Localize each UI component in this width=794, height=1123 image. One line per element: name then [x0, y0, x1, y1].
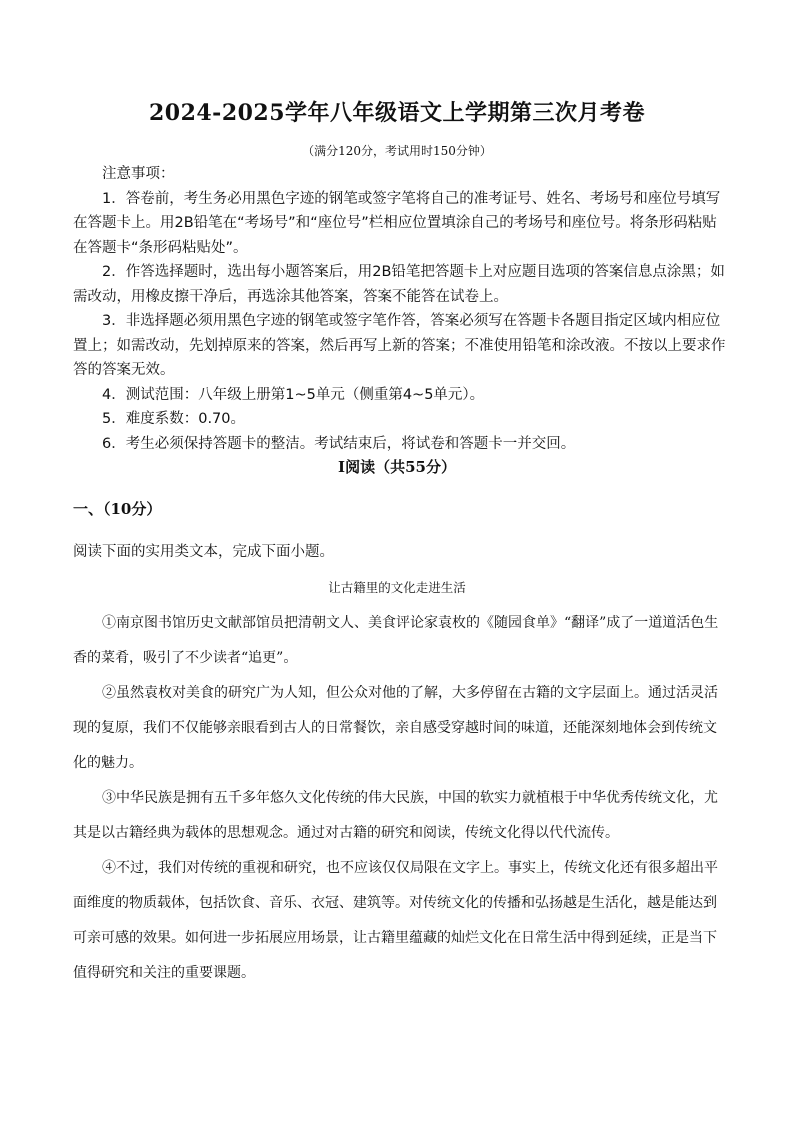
article-paragraph-2: ②虽然袁枚对美食的研究广为人知，但公众对他的了解，大多停留在古籍的文字层面上。通过活灵活现的复原，我们不仅能够亲眼看到古人的日常餐饮，亲自感受穿越时间的味道，还能深刻地体会到传统文化的魅力。: [73, 685, 718, 771]
section-title: Ⅰ阅读（共55分）: [338, 458, 456, 476]
notes-heading: 注意事项：: [102, 166, 175, 182]
exam-subtitle: （满分120分，考试用时150分钟）: [302, 144, 492, 158]
article-body: [73, 606, 723, 991]
notes-item-1: 1．答卷前，考生务必用黑色字迹的钢笔或签字笔将自己的准考证号、姓名、考场号和座位号填写在答题卡上。用2B铅笔在“考场号”和“座位号”栏相应位置填涂自己的考场号和座位号。将条形码粘贴在答题卡“条形码粘贴处”。: [73, 190, 721, 256]
notes-item-2: 2．作答选择题时，选出每小题答案后，用2B铅笔把答题卡上对应题目选项的答案信息点涂黑；如需改动，用橡皮擦干净后，再选涂其他答案，答案不能答在试卷上。: [73, 264, 725, 305]
article-paragraph-3: ③中华民族是拥有五千多年悠久文化传统的伟大民族，中国的软实力就植根于中华优秀传统文化，尤其是以古籍经典为载体的思想观念。通过对古籍的研究和阅读，传统文化得以代代流传。: [73, 790, 718, 841]
article-title: 让古籍里的文化走进生活: [328, 580, 466, 595]
notes-item-6: 6．考生必须保持答题卡的整洁。考试结束后，将试卷和答题卡一并交回。: [102, 435, 576, 452]
exam-title: 2024-2025学年八年级语文上学期第三次月考卷: [148, 100, 646, 126]
notes-item-4: 4．测试范围：八年级上册第1~5单元（侧重第4~5单元）。: [102, 386, 485, 403]
question-intro: 阅读下面的实用类文本，完成下面小题。: [73, 544, 334, 560]
notes-item-5: 5．难度系数：0.70。: [102, 411, 246, 427]
notes-item-3: 3．非选择题必须用黑色字迹的钢笔或签字笔作答，答案必须写在答题卡各题目指定区域内相应位置上；如需改动，先划掉原来的答案，然后再写上新的答案；不准使用铅笔和涂改液。不按以上要求作答的答案无效。: [73, 313, 726, 378]
article-paragraph-4: ④不过，我们对传统的重视和研究，也不应该仅仅局限在文字上。事实上，传统文化还有很多超出平面维度的物质载体，包括饮食、音乐、衣冠、建筑等。对传统文化的传播和弘扬越是生活化，越是能达到可亲可感的效果。如何进一步拓展应用场景，让古籍里蕴藏的灿烂文化在日常生活中得到延续，正是当下值得研究和关注的重要课题。: [73, 860, 718, 981]
exam-notes: [73, 162, 727, 456]
article-paragraph-1: ①南京图书馆历史文献部馆员把清朝文人、美食评论家袁枚的《随园食单》“翻译”成了一道道活色生香的菜肴，吸引了不少读者“追更”。: [73, 615, 719, 666]
question-title: 一、（10分）: [73, 500, 162, 518]
